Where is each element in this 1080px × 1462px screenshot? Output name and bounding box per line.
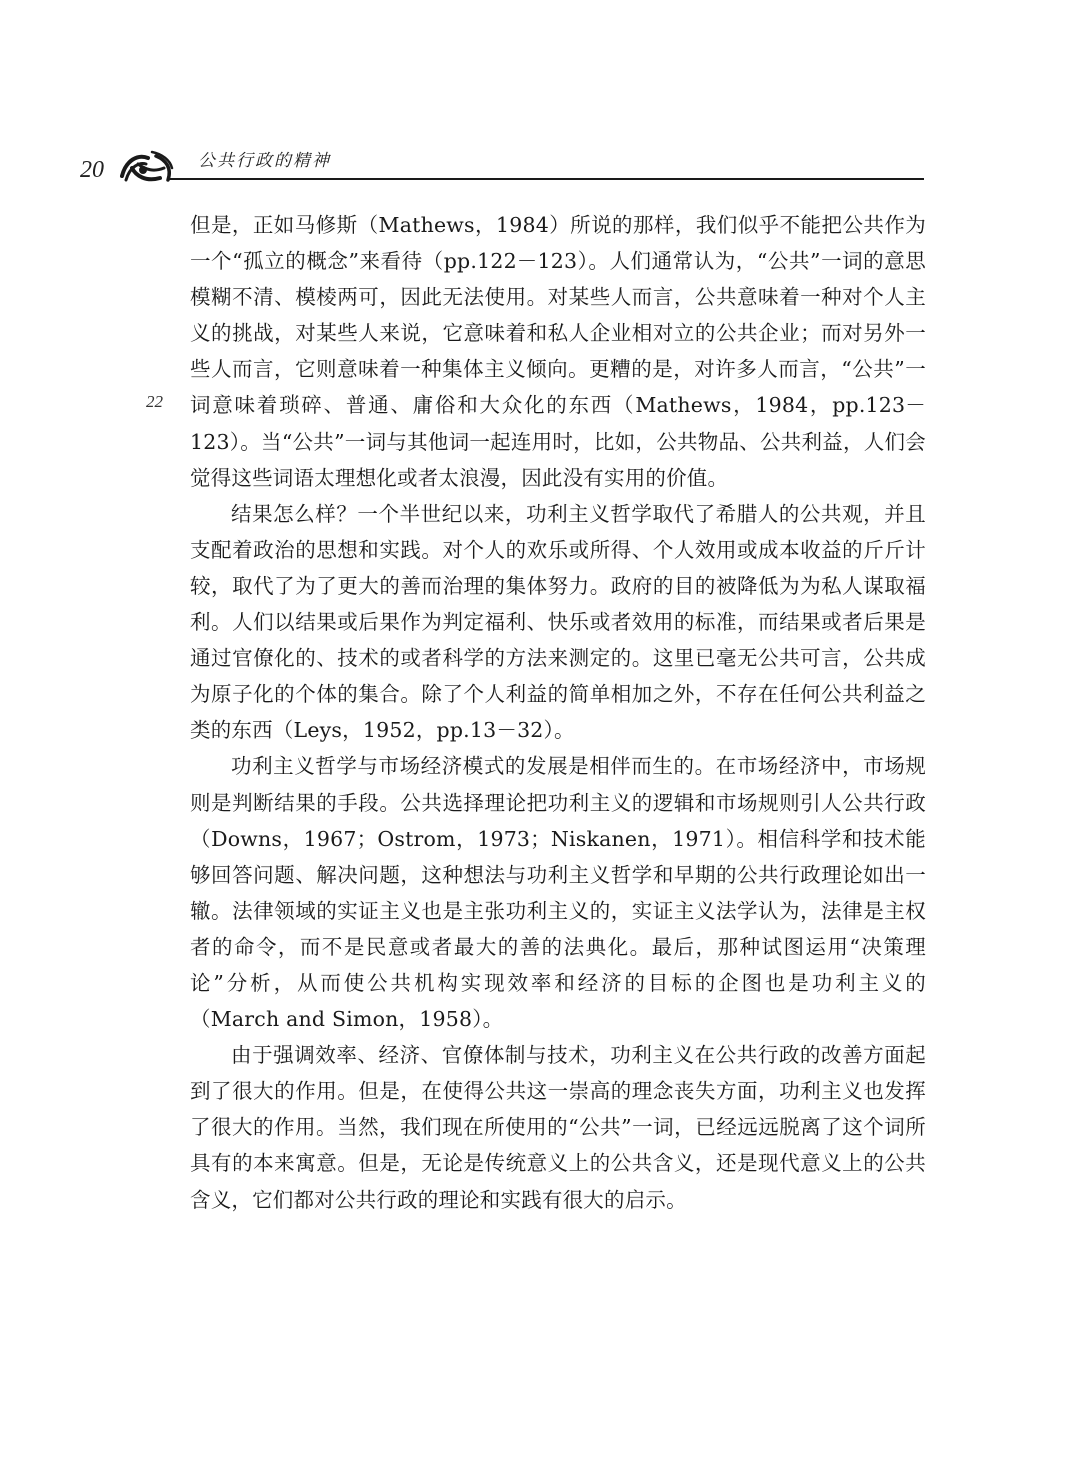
running-head-title: 公共行政的精神 <box>198 151 331 171</box>
margin-page-reference: 22 <box>146 392 163 411</box>
paragraph-4: 由于强调效率、经济、官僚体制与技术，功利主义在公共行政的改善方面起到了很大的作用。但是，在使得公共这一崇高的理念丧失方面，功利主义也发挥了很大的作用。当然，我们现在所使用的“公共”一词，已经远远脱离了这个词所具有的本来寓意。但是，无论是传统意义上的公共含义，还是现代意义上的公共含义，它们都对公共行政的理论和实践有很大的启示。 <box>190 1043 926 1212</box>
page-number: 20 <box>80 157 104 183</box>
body-text <box>190 207 926 1218</box>
header-rule <box>168 178 924 180</box>
swirl-logo-icon <box>116 146 176 192</box>
paragraph-2: 结果怎么样？一个半世纪以来，功利主义哲学取代了希腊人的公共观，并且支配着政治的思想和实践。对个人的欢乐或所得、个人效用或成本收益的斤斤计较，取代了为了更大的善而治理的集体努力。政府的目的被降低为为私人谋取福利。人们以结果或后果作为判定福利、快乐或者效用的标准，而结果或者后果是通过官僚化的、技术的或者科学的方法来测定的。这里已毫无公共可言，公共成为原子化的个体的集合。除了个人利益的简单相加之外，不存在任何公共利益之类的东西（Leys，1952，pp.13－32）。 <box>190 501 926 743</box>
paragraph-3: 功利主义哲学与市场经济模式的发展是相伴而生的。在市场经济中，市场规则是判断结果的手段。公共选择理论把功利主义的逻辑和市场规则引人公共行政（Downs，1967；Ostrom，1973；Niskanen，1971）。相信科学和技术能够回答问题、解决问题，这种想法与功利主义哲学和早期的公共行政理论如出一辙。法律领域的实证主义也是主张功利主义的，实证主义法学认为，法律是主权者的命令，而不是民意或者最大的善的法典化。最后，那种试图运用“决策理论”分析，从而使公共机构实现效率和经济的目标的企图也是功利主义的（March and Simon，1958）。 <box>190 754 926 1032</box>
paragraph-1: 但是，正如马修斯（Mathews，1984）所说的那样，我们似乎不能把公共作为一个“孤立的概念”来看待（pp.122－123）。人们通常认为，“公共”一词的意思模糊不清、模棱两可，因此无法使用。对某些人而言，公共意味着一种对个人主义的挑战，对某些人来说，它意味着和私人企业相对立的公共企业；而对另外一些人而言，它则意味着一种集体主义倾向。更糟的是，对许多人而言，“公共”一词意味着琐碎、普通、庸俗和大众化的东西（Mathews，1984，pp.123－123）。当“公共”一词与其他词一起连用时，比如，公共物品、公共利益，人们会觉得这些词语太理想化或者太浪漫，因此没有实用的价值。 <box>190 213 926 490</box>
